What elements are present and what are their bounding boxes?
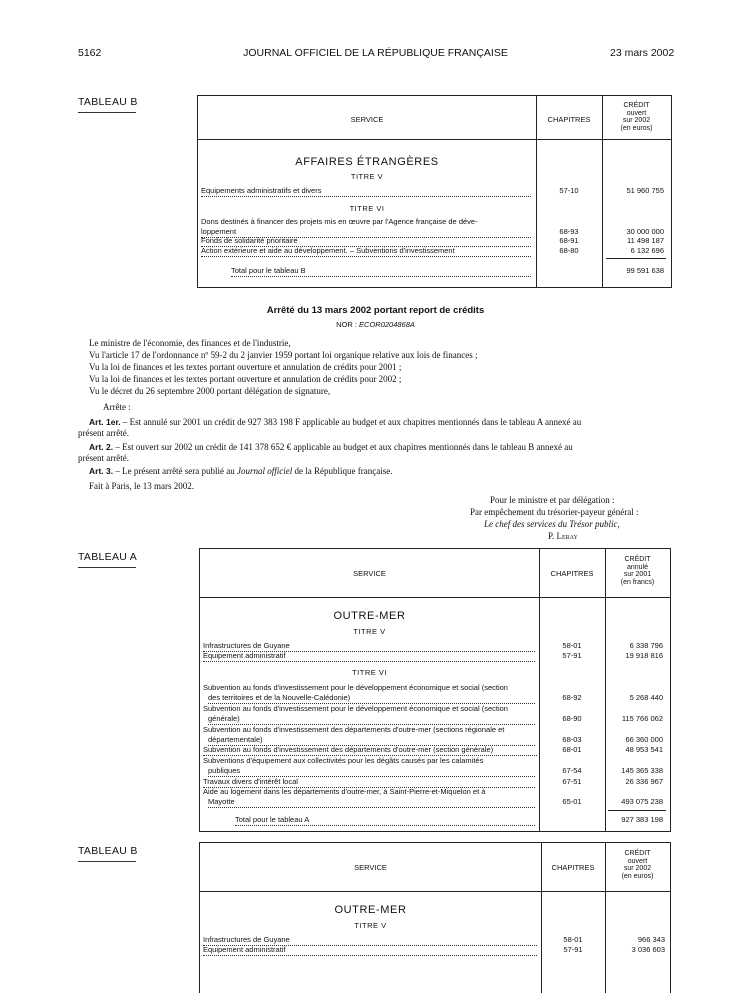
arrete-word: Arrête :	[103, 402, 131, 412]
col-chapitres: CHAPITRES	[551, 863, 595, 872]
arrete-title: Arrêté du 13 mars 2002 portant report de crédits	[266, 305, 485, 316]
journal-title: JOURNAL OFFICIEL DE LA RÉPUBLIQUE FRANÇAISE	[243, 47, 508, 59]
col-credit: CRÉDIT ouvert sur 2002 (en euros)	[621, 850, 654, 880]
col-chapitres: CHAPITRES	[550, 569, 594, 578]
section-title: AFFAIRES ÉTRANGÈRES	[295, 156, 439, 168]
col-chapitres: CHAPITRES	[547, 115, 591, 124]
nor-line: NOR : ECOR0204868A	[336, 320, 415, 329]
article-1: Art. 1er. – Est annulé sur 2001 un crédit de 927 383 198 F applicable au budget et aux chapitres mentionnés dans le tableau A annexé au	[89, 417, 582, 427]
signatory: P. Leray	[548, 531, 578, 541]
titre-heading: TITRE VI	[352, 668, 387, 677]
intro-text: Le ministre de l'économie, des finances et de l'industrie,	[89, 338, 291, 348]
col-service: SERVICE	[350, 115, 384, 124]
credit-table-b2: SERVICE CHAPITRES CRÉDIT ouvert sur 2002 (en euros) OUTRE-MER TITRE V Infrastructures de Guyane 58-01 966 343 Equipement administratif 57-91 3 036 603	[199, 842, 671, 993]
titre-heading: TITRE V	[350, 172, 384, 181]
table-label: TABLEAU B	[78, 845, 138, 857]
vu-line: Vu la loi de finances et les textes portant ouverture et annulation de crédits pour 2002 ;	[89, 374, 402, 384]
article-3: Art. 3. – Le présent arrêté sera publié au Journal officiel de la République française.	[89, 466, 393, 476]
signature-line: Par empêchement du trésorier-payeur général :	[470, 507, 639, 517]
issue-date: 23 mars 2002	[610, 47, 675, 59]
col-credit: CRÉDIT ouvert sur 2002 (en euros)	[620, 102, 653, 132]
vu-line: Vu l'article 17 de l'ordonnance nº 59-2 du 2 janvier 1959 portant loi organique relative aux lois de finances ;	[89, 350, 478, 360]
fait-line: Fait à Paris, le 13 mars 2002.	[89, 481, 194, 491]
section-title: OUTRE-MER	[333, 610, 406, 622]
article-2-cont: présent arrêté.	[78, 453, 129, 463]
signature-line: Pour le ministre et par délégation :	[490, 495, 615, 505]
credit-table-b1: SERVICE CHAPITRES CRÉDIT ouvert sur 2002 (en euros) AFFAIRES ÉTRANGÈRES TITRE V Equipements administratifs et divers 57-10 51 960 755 TITRE VI Dons destinés à financer des projets mis en œuvre par l'Agence française de déve- loppement 68-93 30 000 000 Fonds de solidarité prioritaire 68-91 11 498 187 Action extérieure et aide au développement. – Subventions d'investissement 68-80 6 132 696 Total pour le tableau B 99 591 638	[197, 95, 672, 288]
article-2: Art. 2. – Est ouvert sur 2002 un crédit de 141 378 652 € applicable au budget et aux chapitres mentionnés dans le tableau B annexé au	[89, 442, 573, 452]
table-label: TABLEAU A	[78, 551, 138, 563]
page-number: 5162	[78, 47, 102, 59]
section-title: OUTRE-MER	[334, 904, 407, 916]
titre-heading: TITRE V	[354, 921, 387, 930]
col-service: SERVICE	[354, 863, 387, 872]
article-1-cont: présent arrêté.	[78, 428, 129, 438]
col-service: SERVICE	[353, 569, 386, 578]
titre-heading: TITRE V	[353, 627, 386, 636]
col-credit: CRÉDIT annulé sur 2001 (en francs)	[620, 556, 655, 586]
signature-line: Le chef des services du Trésor public,	[484, 519, 620, 529]
vu-line: Vu la loi de finances et les textes portant ouverture et annulation de crédits pour 2001 ;	[89, 362, 402, 372]
table-label: TABLEAU B	[78, 96, 138, 108]
credit-table-a: SERVICE CHAPITRES CRÉDIT annulé sur 2001 (en francs) OUTRE-MER TITRE V Infrastructures de Guyane 58-01 6 338 796 Equipement administratif 57-91 19 918 816 TITRE VI Subvention au fonds d'investissement pour le développement économique et social (section des territoires et de la Nouvelle-Calédonie) 68-92 5 268 440 Subvention au fonds d'investissement pour le développement économique et social (section générale) 68-90 115 766 062 Subvention au fonds d'investissement des départements d'outre-mer (sections régionale et départementale) 68-03 66 360 000 Subvention au fonds d'investissement des départements d'outre-mer (section générale) 68-01 48 953 541 Subventions d'équipement aux collectivités pour les dégâts causés par les calamités publiques 67-54 145 365 338 Travaux divers d'intérêt local 67-51 26 336 967 Aide au logement dans les départements d'outre-mer, à Saint-Pierre-et-Miquelon et à Mayotte 65-01 493 075 238 Total pour le tableau A 927 383 198	[199, 548, 671, 832]
vu-line: Vu le décret du 26 septembre 2000 portant délégation de signature,	[89, 386, 331, 396]
titre-heading: TITRE VI	[349, 204, 385, 213]
